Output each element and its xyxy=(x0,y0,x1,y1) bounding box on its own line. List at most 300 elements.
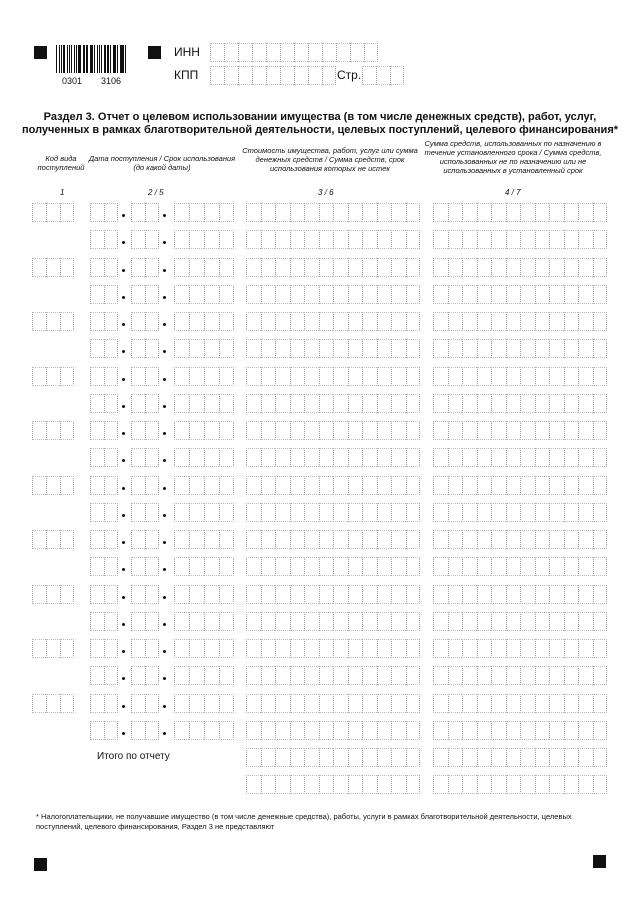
amount-field[interactable] xyxy=(246,639,420,658)
field-cell[interactable] xyxy=(145,476,159,495)
field-cell[interactable] xyxy=(593,339,608,358)
field-cell[interactable] xyxy=(549,612,564,631)
field-cell[interactable] xyxy=(204,585,219,604)
field-cell[interactable] xyxy=(477,775,492,794)
field-cell[interactable] xyxy=(433,421,448,440)
field-cell[interactable] xyxy=(462,421,477,440)
field-cell[interactable] xyxy=(333,530,348,549)
field-cell[interactable] xyxy=(549,285,564,304)
field-cell[interactable] xyxy=(535,666,550,685)
field-cell[interactable] xyxy=(477,748,492,767)
field-cell[interactable] xyxy=(275,367,290,386)
amount-field[interactable] xyxy=(246,258,420,277)
field-cell[interactable] xyxy=(219,367,234,386)
field-cell[interactable] xyxy=(261,612,276,631)
field-cell[interactable] xyxy=(145,612,159,631)
field-cell[interactable] xyxy=(275,339,290,358)
field-cell[interactable] xyxy=(90,694,104,713)
field-cell[interactable] xyxy=(506,421,521,440)
field-cell[interactable] xyxy=(46,258,60,277)
field-cell[interactable] xyxy=(491,339,506,358)
field-cell[interactable] xyxy=(131,666,145,685)
code-field[interactable] xyxy=(32,312,74,331)
field-cell[interactable] xyxy=(46,585,60,604)
use-until-date-day[interactable] xyxy=(90,394,118,413)
date-received-month[interactable] xyxy=(131,694,159,713)
field-cell[interactable] xyxy=(549,721,564,740)
date-received-year[interactable] xyxy=(174,585,234,604)
field-cell[interactable] xyxy=(131,203,145,222)
use-until-date-day[interactable] xyxy=(90,503,118,522)
field-cell[interactable] xyxy=(261,666,276,685)
field-cell[interactable] xyxy=(145,230,159,249)
field-cell[interactable] xyxy=(333,694,348,713)
field-cell[interactable] xyxy=(535,557,550,576)
field-cell[interactable] xyxy=(477,639,492,658)
field-cell[interactable] xyxy=(246,503,261,522)
field-cell[interactable] xyxy=(535,775,550,794)
field-cell[interactable] xyxy=(564,612,579,631)
field-cell[interactable] xyxy=(174,721,189,740)
field-cell[interactable] xyxy=(131,367,145,386)
field-cell[interactable] xyxy=(491,421,506,440)
field-cell[interactable] xyxy=(520,339,535,358)
field-cell[interactable] xyxy=(90,476,104,495)
field-cell[interactable] xyxy=(275,694,290,713)
field-cell[interactable] xyxy=(104,503,118,522)
field-cell[interactable] xyxy=(578,639,593,658)
field-cell[interactable] xyxy=(174,666,189,685)
field-cell[interactable] xyxy=(506,639,521,658)
field-cell[interactable] xyxy=(319,530,334,549)
field-cell[interactable] xyxy=(491,748,506,767)
field-cell[interactable] xyxy=(290,612,305,631)
field-cell[interactable] xyxy=(520,394,535,413)
field-cell[interactable] xyxy=(362,639,377,658)
field-cell[interactable] xyxy=(204,448,219,467)
field-cell[interactable] xyxy=(364,43,378,62)
field-cell[interactable] xyxy=(46,639,60,658)
field-cell[interactable] xyxy=(477,448,492,467)
field-cell[interactable] xyxy=(506,530,521,549)
field-cell[interactable] xyxy=(549,530,564,549)
field-cell[interactable] xyxy=(333,503,348,522)
field-cell[interactable] xyxy=(145,639,159,658)
field-cell[interactable] xyxy=(304,721,319,740)
field-cell[interactable] xyxy=(290,585,305,604)
field-cell[interactable] xyxy=(549,312,564,331)
field-cell[interactable] xyxy=(174,285,189,304)
field-cell[interactable] xyxy=(448,285,463,304)
field-cell[interactable] xyxy=(322,43,336,62)
date-received-day[interactable] xyxy=(90,258,118,277)
field-cell[interactable] xyxy=(131,503,145,522)
code-field[interactable] xyxy=(32,476,74,495)
field-cell[interactable] xyxy=(304,285,319,304)
field-cell[interactable] xyxy=(377,394,392,413)
date-received-year[interactable] xyxy=(174,639,234,658)
field-cell[interactable] xyxy=(290,694,305,713)
field-cell[interactable] xyxy=(593,285,608,304)
field-cell[interactable] xyxy=(448,258,463,277)
field-cell[interactable] xyxy=(246,748,261,767)
field-cell[interactable] xyxy=(520,530,535,549)
field-cell[interactable] xyxy=(433,367,448,386)
used-amount-field[interactable] xyxy=(433,721,607,740)
field-cell[interactable] xyxy=(348,258,363,277)
field-cell[interactable] xyxy=(491,694,506,713)
field-cell[interactable] xyxy=(564,258,579,277)
field-cell[interactable] xyxy=(520,312,535,331)
kpp-field[interactable] xyxy=(210,66,336,85)
field-cell[interactable] xyxy=(564,585,579,604)
use-until-date-day[interactable] xyxy=(90,612,118,631)
field-cell[interactable] xyxy=(433,503,448,522)
field-cell[interactable] xyxy=(391,258,406,277)
field-cell[interactable] xyxy=(506,448,521,467)
field-cell[interactable] xyxy=(333,666,348,685)
field-cell[interactable] xyxy=(145,203,159,222)
field-cell[interactable] xyxy=(333,557,348,576)
field-cell[interactable] xyxy=(90,721,104,740)
field-cell[interactable] xyxy=(391,530,406,549)
field-cell[interactable] xyxy=(204,203,219,222)
field-cell[interactable] xyxy=(520,612,535,631)
field-cell[interactable] xyxy=(46,476,60,495)
field-cell[interactable] xyxy=(131,639,145,658)
amount-field[interactable] xyxy=(246,421,420,440)
field-cell[interactable] xyxy=(506,585,521,604)
amount-field[interactable] xyxy=(246,230,420,249)
field-cell[interactable] xyxy=(319,639,334,658)
field-cell[interactable] xyxy=(564,476,579,495)
field-cell[interactable] xyxy=(549,258,564,277)
field-cell[interactable] xyxy=(564,230,579,249)
date-received-day[interactable] xyxy=(90,530,118,549)
field-cell[interactable] xyxy=(131,557,145,576)
field-cell[interactable] xyxy=(564,503,579,522)
field-cell[interactable] xyxy=(362,585,377,604)
field-cell[interactable] xyxy=(448,530,463,549)
field-cell[interactable] xyxy=(219,230,234,249)
field-cell[interactable] xyxy=(219,666,234,685)
field-cell[interactable] xyxy=(280,66,294,85)
field-cell[interactable] xyxy=(406,503,421,522)
field-cell[interactable] xyxy=(462,775,477,794)
field-cell[interactable] xyxy=(319,666,334,685)
use-until-date-month[interactable] xyxy=(131,230,159,249)
field-cell[interactable] xyxy=(406,721,421,740)
field-cell[interactable] xyxy=(145,258,159,277)
field-cell[interactable] xyxy=(391,285,406,304)
code-field[interactable] xyxy=(32,694,74,713)
field-cell[interactable] xyxy=(348,503,363,522)
field-cell[interactable] xyxy=(377,694,392,713)
field-cell[interactable] xyxy=(104,258,118,277)
field-cell[interactable] xyxy=(433,694,448,713)
field-cell[interactable] xyxy=(266,43,280,62)
field-cell[interactable] xyxy=(477,530,492,549)
use-until-date-month[interactable] xyxy=(131,721,159,740)
field-cell[interactable] xyxy=(564,394,579,413)
field-cell[interactable] xyxy=(491,476,506,495)
use-until-date-year[interactable] xyxy=(174,230,234,249)
field-cell[interactable] xyxy=(520,203,535,222)
field-cell[interactable] xyxy=(174,585,189,604)
field-cell[interactable] xyxy=(174,367,189,386)
field-cell[interactable] xyxy=(578,339,593,358)
field-cell[interactable] xyxy=(477,230,492,249)
total-amount-field[interactable] xyxy=(246,775,420,794)
field-cell[interactable] xyxy=(593,394,608,413)
amount-field[interactable] xyxy=(246,203,420,222)
field-cell[interactable] xyxy=(520,639,535,658)
date-received-day[interactable] xyxy=(90,367,118,386)
field-cell[interactable] xyxy=(261,421,276,440)
field-cell[interactable] xyxy=(491,394,506,413)
code-field[interactable] xyxy=(32,258,74,277)
field-cell[interactable] xyxy=(564,448,579,467)
field-cell[interactable] xyxy=(261,203,276,222)
field-cell[interactable] xyxy=(90,666,104,685)
field-cell[interactable] xyxy=(304,258,319,277)
field-cell[interactable] xyxy=(336,43,350,62)
field-cell[interactable] xyxy=(477,503,492,522)
field-cell[interactable] xyxy=(377,775,392,794)
field-cell[interactable] xyxy=(506,748,521,767)
used-amount-field[interactable] xyxy=(433,585,607,604)
date-received-month[interactable] xyxy=(131,203,159,222)
field-cell[interactable] xyxy=(246,585,261,604)
field-cell[interactable] xyxy=(406,258,421,277)
date-received-year[interactable] xyxy=(174,694,234,713)
field-cell[interactable] xyxy=(564,339,579,358)
amount-field[interactable] xyxy=(246,476,420,495)
field-cell[interactable] xyxy=(319,339,334,358)
use-until-date-day[interactable] xyxy=(90,448,118,467)
field-cell[interactable] xyxy=(448,585,463,604)
field-cell[interactable] xyxy=(578,367,593,386)
field-cell[interactable] xyxy=(204,367,219,386)
field-cell[interactable] xyxy=(448,775,463,794)
field-cell[interactable] xyxy=(290,312,305,331)
field-cell[interactable] xyxy=(145,339,159,358)
field-cell[interactable] xyxy=(319,748,334,767)
field-cell[interactable] xyxy=(391,476,406,495)
use-until-date-year[interactable] xyxy=(174,448,234,467)
use-until-date-day[interactable] xyxy=(90,666,118,685)
field-cell[interactable] xyxy=(174,448,189,467)
field-cell[interactable] xyxy=(362,557,377,576)
field-cell[interactable] xyxy=(433,775,448,794)
field-cell[interactable] xyxy=(90,367,104,386)
used-amount-field[interactable] xyxy=(433,694,607,713)
field-cell[interactable] xyxy=(261,748,276,767)
field-cell[interactable] xyxy=(578,612,593,631)
field-cell[interactable] xyxy=(362,775,377,794)
field-cell[interactable] xyxy=(348,694,363,713)
field-cell[interactable] xyxy=(448,748,463,767)
field-cell[interactable] xyxy=(219,721,234,740)
used-amount-field[interactable] xyxy=(433,530,607,549)
field-cell[interactable] xyxy=(377,203,392,222)
field-cell[interactable] xyxy=(593,694,608,713)
field-cell[interactable] xyxy=(90,557,104,576)
field-cell[interactable] xyxy=(219,557,234,576)
field-cell[interactable] xyxy=(362,203,377,222)
field-cell[interactable] xyxy=(189,557,204,576)
inn-field[interactable] xyxy=(210,43,378,62)
field-cell[interactable] xyxy=(246,312,261,331)
field-cell[interactable] xyxy=(477,476,492,495)
use-until-date-month[interactable] xyxy=(131,339,159,358)
field-cell[interactable] xyxy=(549,421,564,440)
field-cell[interactable] xyxy=(520,258,535,277)
field-cell[interactable] xyxy=(261,721,276,740)
amount-field[interactable] xyxy=(246,530,420,549)
field-cell[interactable] xyxy=(535,367,550,386)
field-cell[interactable] xyxy=(219,203,234,222)
field-cell[interactable] xyxy=(104,557,118,576)
field-cell[interactable] xyxy=(578,258,593,277)
field-cell[interactable] xyxy=(275,775,290,794)
field-cell[interactable] xyxy=(210,43,224,62)
field-cell[interactable] xyxy=(333,421,348,440)
field-cell[interactable] xyxy=(477,285,492,304)
field-cell[interactable] xyxy=(32,639,46,658)
field-cell[interactable] xyxy=(46,367,60,386)
field-cell[interactable] xyxy=(319,312,334,331)
field-cell[interactable] xyxy=(506,721,521,740)
field-cell[interactable] xyxy=(304,775,319,794)
field-cell[interactable] xyxy=(131,230,145,249)
field-cell[interactable] xyxy=(362,530,377,549)
field-cell[interactable] xyxy=(433,448,448,467)
field-cell[interactable] xyxy=(448,721,463,740)
field-cell[interactable] xyxy=(549,775,564,794)
field-cell[interactable] xyxy=(376,66,390,85)
field-cell[interactable] xyxy=(304,612,319,631)
field-cell[interactable] xyxy=(506,503,521,522)
field-cell[interactable] xyxy=(391,585,406,604)
field-cell[interactable] xyxy=(304,639,319,658)
field-cell[interactable] xyxy=(290,748,305,767)
field-cell[interactable] xyxy=(246,394,261,413)
field-cell[interactable] xyxy=(131,258,145,277)
field-cell[interactable] xyxy=(348,367,363,386)
field-cell[interactable] xyxy=(46,421,60,440)
field-cell[interactable] xyxy=(549,339,564,358)
total-used-amount-field[interactable] xyxy=(433,775,607,794)
field-cell[interactable] xyxy=(145,585,159,604)
use-until-date-year[interactable] xyxy=(174,339,234,358)
field-cell[interactable] xyxy=(578,476,593,495)
field-cell[interactable] xyxy=(448,694,463,713)
field-cell[interactable] xyxy=(204,503,219,522)
date-received-day[interactable] xyxy=(90,312,118,331)
field-cell[interactable] xyxy=(491,585,506,604)
field-cell[interactable] xyxy=(333,612,348,631)
field-cell[interactable] xyxy=(174,203,189,222)
field-cell[interactable] xyxy=(578,203,593,222)
field-cell[interactable] xyxy=(377,503,392,522)
field-cell[interactable] xyxy=(275,666,290,685)
field-cell[interactable] xyxy=(362,721,377,740)
field-cell[interactable] xyxy=(290,339,305,358)
field-cell[interactable] xyxy=(578,394,593,413)
field-cell[interactable] xyxy=(261,476,276,495)
field-cell[interactable] xyxy=(275,258,290,277)
field-cell[interactable] xyxy=(448,421,463,440)
field-cell[interactable] xyxy=(60,585,74,604)
field-cell[interactable] xyxy=(145,367,159,386)
field-cell[interactable] xyxy=(506,230,521,249)
field-cell[interactable] xyxy=(131,421,145,440)
field-cell[interactable] xyxy=(362,339,377,358)
field-cell[interactable] xyxy=(304,339,319,358)
use-until-date-month[interactable] xyxy=(131,448,159,467)
field-cell[interactable] xyxy=(219,448,234,467)
field-cell[interactable] xyxy=(377,312,392,331)
field-cell[interactable] xyxy=(491,721,506,740)
field-cell[interactable] xyxy=(477,557,492,576)
field-cell[interactable] xyxy=(462,448,477,467)
field-cell[interactable] xyxy=(462,666,477,685)
field-cell[interactable] xyxy=(377,612,392,631)
used-amount-field[interactable] xyxy=(433,203,607,222)
field-cell[interactable] xyxy=(377,585,392,604)
field-cell[interactable] xyxy=(104,721,118,740)
field-cell[interactable] xyxy=(252,43,266,62)
field-cell[interactable] xyxy=(290,721,305,740)
field-cell[interactable] xyxy=(535,258,550,277)
field-cell[interactable] xyxy=(549,585,564,604)
field-cell[interactable] xyxy=(219,694,234,713)
field-cell[interactable] xyxy=(549,639,564,658)
field-cell[interactable] xyxy=(90,394,104,413)
field-cell[interactable] xyxy=(60,694,74,713)
field-cell[interactable] xyxy=(210,66,224,85)
field-cell[interactable] xyxy=(433,230,448,249)
field-cell[interactable] xyxy=(593,721,608,740)
field-cell[interactable] xyxy=(506,476,521,495)
field-cell[interactable] xyxy=(433,530,448,549)
field-cell[interactable] xyxy=(362,476,377,495)
field-cell[interactable] xyxy=(348,721,363,740)
field-cell[interactable] xyxy=(448,666,463,685)
field-cell[interactable] xyxy=(261,557,276,576)
field-cell[interactable] xyxy=(462,612,477,631)
field-cell[interactable] xyxy=(477,258,492,277)
field-cell[interactable] xyxy=(362,312,377,331)
field-cell[interactable] xyxy=(246,721,261,740)
field-cell[interactable] xyxy=(189,285,204,304)
use-until-date-year[interactable] xyxy=(174,557,234,576)
field-cell[interactable] xyxy=(131,394,145,413)
field-cell[interactable] xyxy=(145,721,159,740)
field-cell[interactable] xyxy=(32,203,46,222)
field-cell[interactable] xyxy=(564,367,579,386)
field-cell[interactable] xyxy=(377,666,392,685)
field-cell[interactable] xyxy=(564,203,579,222)
field-cell[interactable] xyxy=(535,612,550,631)
field-cell[interactable] xyxy=(104,476,118,495)
amount-field[interactable] xyxy=(246,585,420,604)
field-cell[interactable] xyxy=(238,66,252,85)
field-cell[interactable] xyxy=(406,448,421,467)
field-cell[interactable] xyxy=(246,285,261,304)
amount-field[interactable] xyxy=(246,394,420,413)
